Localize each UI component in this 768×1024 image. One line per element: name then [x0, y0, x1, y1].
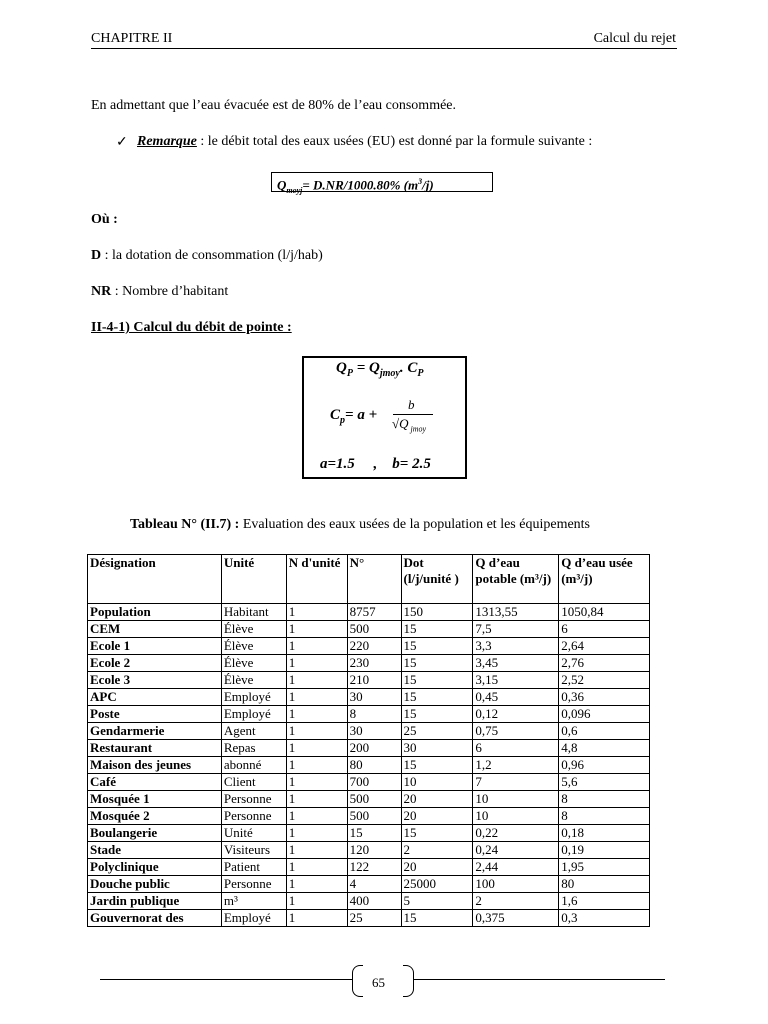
table-cell: 150 [401, 604, 473, 621]
table-cell: Élève [221, 672, 286, 689]
footer-rule-left [100, 979, 353, 980]
discharge-formula [271, 172, 493, 195]
table-cell: 10 [401, 774, 473, 791]
table-cell: Boulangerie [88, 825, 222, 842]
table-cell: 1,6 [559, 893, 650, 910]
table-cell: 80 [559, 876, 650, 893]
table-cell: 0,75 [473, 723, 559, 740]
table-cell: Mosquée 1 [88, 791, 222, 808]
table-cell: 1 [286, 876, 347, 893]
table-caption-text: Evaluation des eaux usées de la population et les équipements [239, 517, 591, 532]
table-cell: Employé [221, 706, 286, 723]
table-cell: Polyclinique [88, 859, 222, 876]
formula-end: /j) [422, 177, 434, 193]
table-cell: Élève [221, 655, 286, 672]
table-cell: Gendarmerie [88, 723, 222, 740]
table-cell: 15 [401, 910, 473, 927]
sqrt-sign: √ [392, 416, 400, 431]
table-row [88, 757, 650, 774]
table-cell: 2,44 [473, 859, 559, 876]
table-cell: abonné [221, 757, 286, 774]
header-rule [91, 48, 677, 49]
table-cell: 1 [286, 842, 347, 859]
table-cell: 1 [286, 774, 347, 791]
table-cell: 0,12 [473, 706, 559, 723]
table-row [88, 808, 650, 825]
table-cell: Ecole 2 [88, 655, 222, 672]
table-cell: 15 [401, 655, 473, 672]
remark-text: : le débit total des eaux usées (EU) est donné par la formule suivante : [196, 134, 593, 149]
table-cell: 25 [347, 910, 401, 927]
table-cell: 1 [286, 706, 347, 723]
table-cell: 500 [347, 808, 401, 825]
table-cell: Jardin publique [88, 893, 222, 910]
formula-q: Q [277, 177, 287, 193]
peak-eq: = Q [352, 360, 380, 376]
table-cell: 3,15 [473, 672, 559, 689]
table-cell: Habitant [221, 604, 286, 621]
table-row [88, 689, 650, 706]
peak-parameters: a=1.5 , b= 2.5 [320, 456, 431, 472]
table-cell: 1 [286, 638, 347, 655]
table-cell: 4,8 [559, 740, 650, 757]
fraction-denominator [392, 416, 426, 434]
table-cell: APC [88, 689, 222, 706]
table-cell: 1 [286, 723, 347, 740]
table-row [88, 842, 650, 859]
table-cell: Poste [88, 706, 222, 723]
checkmark-icon: ✓ [116, 135, 128, 150]
peak-qj-sub: jmoy [379, 368, 400, 379]
table-cell: 1 [286, 808, 347, 825]
table-cell: 15 [401, 706, 473, 723]
header-dotation: Dot (l/j/unité ) [401, 555, 473, 604]
table-cell: 15 [401, 638, 473, 655]
section-title: II-4-1) Calcul du débit de pointe : [91, 320, 292, 335]
peak-equation-1 [336, 360, 423, 379]
table-cell: Stade [88, 842, 222, 859]
table-cell: 15 [401, 672, 473, 689]
peak-c: . C [399, 360, 418, 376]
table-cell: 1,2 [473, 757, 559, 774]
table-cell: 0,375 [473, 910, 559, 927]
table-cell: 5 [401, 893, 473, 910]
table-row [88, 621, 650, 638]
table-cell: 700 [347, 774, 401, 791]
table-cell: 25000 [401, 876, 473, 893]
remark-label: Remarque [137, 134, 197, 149]
table-cell: 1 [286, 859, 347, 876]
table-cell: 1 [286, 825, 347, 842]
chapter-header: CHAPITRE II [91, 31, 173, 46]
table-cell: 2 [473, 893, 559, 910]
table-cell: 8 [559, 808, 650, 825]
table-cell: 0,096 [559, 706, 650, 723]
where-heading: Où : [91, 212, 118, 227]
table-cell: 25 [401, 723, 473, 740]
table-cell: 0,22 [473, 825, 559, 842]
footer-bracket-right [403, 965, 414, 997]
table-cell: 0,6 [559, 723, 650, 740]
table-cell: 0,36 [559, 689, 650, 706]
table-cell: 1 [286, 621, 347, 638]
table-cell: 1 [286, 655, 347, 672]
table-cell: Ecole 1 [88, 638, 222, 655]
table-cell: 500 [347, 791, 401, 808]
table-row [88, 723, 650, 740]
footer-bracket-left [352, 965, 363, 997]
table-cell: 15 [347, 825, 401, 842]
table-row [88, 672, 650, 689]
table-cell: 8 [347, 706, 401, 723]
header-waste-water: Q d’eau usée (m³/j) [559, 555, 650, 604]
sqrt-sub: jmoy [408, 424, 427, 434]
table-cell: Employé [221, 689, 286, 706]
definition-d [91, 248, 323, 264]
table-row [88, 859, 650, 876]
sqrt-q: Q [399, 416, 409, 431]
table-row [88, 655, 650, 672]
table-cell: 1 [286, 893, 347, 910]
table-cell: 1 [286, 791, 347, 808]
table-row [88, 638, 650, 655]
table-cell: 200 [347, 740, 401, 757]
table-cell: Agent [221, 723, 286, 740]
table-cell: 122 [347, 859, 401, 876]
peak-equation-2 [330, 407, 377, 426]
table-cell: Personne [221, 876, 286, 893]
table-cell: 20 [401, 859, 473, 876]
table-cell: 210 [347, 672, 401, 689]
table-cell: 15 [401, 757, 473, 774]
table-cell: 15 [401, 621, 473, 638]
table-header-row [88, 555, 650, 604]
table-cell: 0,19 [559, 842, 650, 859]
table-cell: Ecole 3 [88, 672, 222, 689]
table-cell: Visiteurs [221, 842, 286, 859]
table-cell: 2,76 [559, 655, 650, 672]
table-cell: 1 [286, 672, 347, 689]
table-cell: Douche public [88, 876, 222, 893]
table-cell: Personne [221, 808, 286, 825]
table-cell: 80 [347, 757, 401, 774]
table-cell: 6 [473, 740, 559, 757]
header-unit: Unité [221, 555, 286, 604]
table-cell: 1 [286, 910, 347, 927]
table-cell: Unité [221, 825, 286, 842]
table-cell: 1313,55 [473, 604, 559, 621]
table-cell: 100 [473, 876, 559, 893]
table-cell: 7,5 [473, 621, 559, 638]
header-designation: Désignation [88, 555, 222, 604]
cp-c: C [330, 407, 341, 423]
table-cell: 5,6 [559, 774, 650, 791]
table-cell: 1 [286, 757, 347, 774]
table-cell: Élève [221, 621, 286, 638]
table-cell: 20 [401, 808, 473, 825]
table-cell: 2,64 [559, 638, 650, 655]
table-cell: 20 [401, 791, 473, 808]
table-row [88, 774, 650, 791]
table-cell: Patient [221, 859, 286, 876]
table-row [88, 740, 650, 757]
table-cell: 3,45 [473, 655, 559, 672]
table-cell: 220 [347, 638, 401, 655]
table-cell: 1,95 [559, 859, 650, 876]
table-cell: m³ [221, 893, 286, 910]
table-cell: 3,3 [473, 638, 559, 655]
table-cell: Mosquée 2 [88, 808, 222, 825]
table-cell: Repas [221, 740, 286, 757]
table-cell: 2 [401, 842, 473, 859]
table-cell: Client [221, 774, 286, 791]
table-cell: 30 [347, 689, 401, 706]
table-cell: 2,52 [559, 672, 650, 689]
formula-rest: = D.NR/1000.80% (m [302, 177, 419, 193]
peak-c-sub: P [417, 368, 424, 379]
table-cell: Restaurant [88, 740, 222, 757]
table-cell: 0,45 [473, 689, 559, 706]
table-row [88, 791, 650, 808]
peak-q-sub: P [346, 368, 353, 379]
table-cell: 7 [473, 774, 559, 791]
table-cell: 8 [559, 791, 650, 808]
table-row [88, 706, 650, 723]
header-number: N° [347, 555, 401, 604]
table-cell: 8757 [347, 604, 401, 621]
remark-paragraph [137, 134, 592, 150]
table-cell: 15 [401, 689, 473, 706]
cp-rest: = a + [345, 407, 378, 423]
table-row [88, 604, 650, 621]
table-caption [130, 517, 590, 533]
fraction-bar [393, 414, 433, 415]
table-row [88, 910, 650, 927]
table-cell: 0,24 [473, 842, 559, 859]
table-cell: 1 [286, 689, 347, 706]
table-row [88, 825, 650, 842]
cp-sub: p [340, 415, 346, 426]
fraction-numerator: b [408, 397, 415, 412]
section-header: Calcul du rejet [593, 31, 676, 46]
table-cell: CEM [88, 621, 222, 638]
peak-q: Q [336, 360, 347, 376]
table-cell: 6 [559, 621, 650, 638]
table-cell: 0,96 [559, 757, 650, 774]
header-unit-count: N d'unité [286, 555, 347, 604]
table-cell: 15 [401, 825, 473, 842]
definition-d-term: D [91, 248, 102, 263]
formula-sup: 3 [418, 177, 423, 186]
table-cell: 1050,84 [559, 604, 650, 621]
table-cell: 10 [473, 791, 559, 808]
table-cell: 230 [347, 655, 401, 672]
formula-q-sub: moyj [286, 185, 303, 195]
table-row [88, 893, 650, 910]
table-cell: 0,18 [559, 825, 650, 842]
table-cell: 400 [347, 893, 401, 910]
table-cell: 30 [401, 740, 473, 757]
table-cell: Personne [221, 791, 286, 808]
wastewater-table [87, 554, 650, 927]
definition-nr-term: NR [91, 284, 112, 299]
table-cell: 500 [347, 621, 401, 638]
table-cell: 30 [347, 723, 401, 740]
table-cell: 1 [286, 740, 347, 757]
table-cell: Élève [221, 638, 286, 655]
definition-nr-text: : Nombre d’habitant [111, 284, 229, 299]
table-cell: Gouvernorat des [88, 910, 222, 927]
header-potable-water: Q d’eau potable (m³/j) [473, 555, 559, 604]
table-cell: 1 [286, 604, 347, 621]
intro-paragraph: En admettant que l’eau évacuée est de 80% de l’eau consommée. [91, 98, 457, 113]
table-cell: 4 [347, 876, 401, 893]
table-row [88, 876, 650, 893]
table-cell: Employé [221, 910, 286, 927]
table-cell: Population [88, 604, 222, 621]
definition-d-text: : la dotation de consommation (l/j/hab) [101, 248, 323, 263]
definition-nr [91, 284, 228, 300]
table-caption-label: Tableau N° (II.7) : [130, 517, 240, 532]
footer-rule-right [413, 979, 665, 980]
table-cell: 10 [473, 808, 559, 825]
table-cell: 0,3 [559, 910, 650, 927]
page-number: 65 [372, 975, 385, 990]
table-cell: 120 [347, 842, 401, 859]
table-cell: Café [88, 774, 222, 791]
table-cell: Maison des jeunes [88, 757, 222, 774]
